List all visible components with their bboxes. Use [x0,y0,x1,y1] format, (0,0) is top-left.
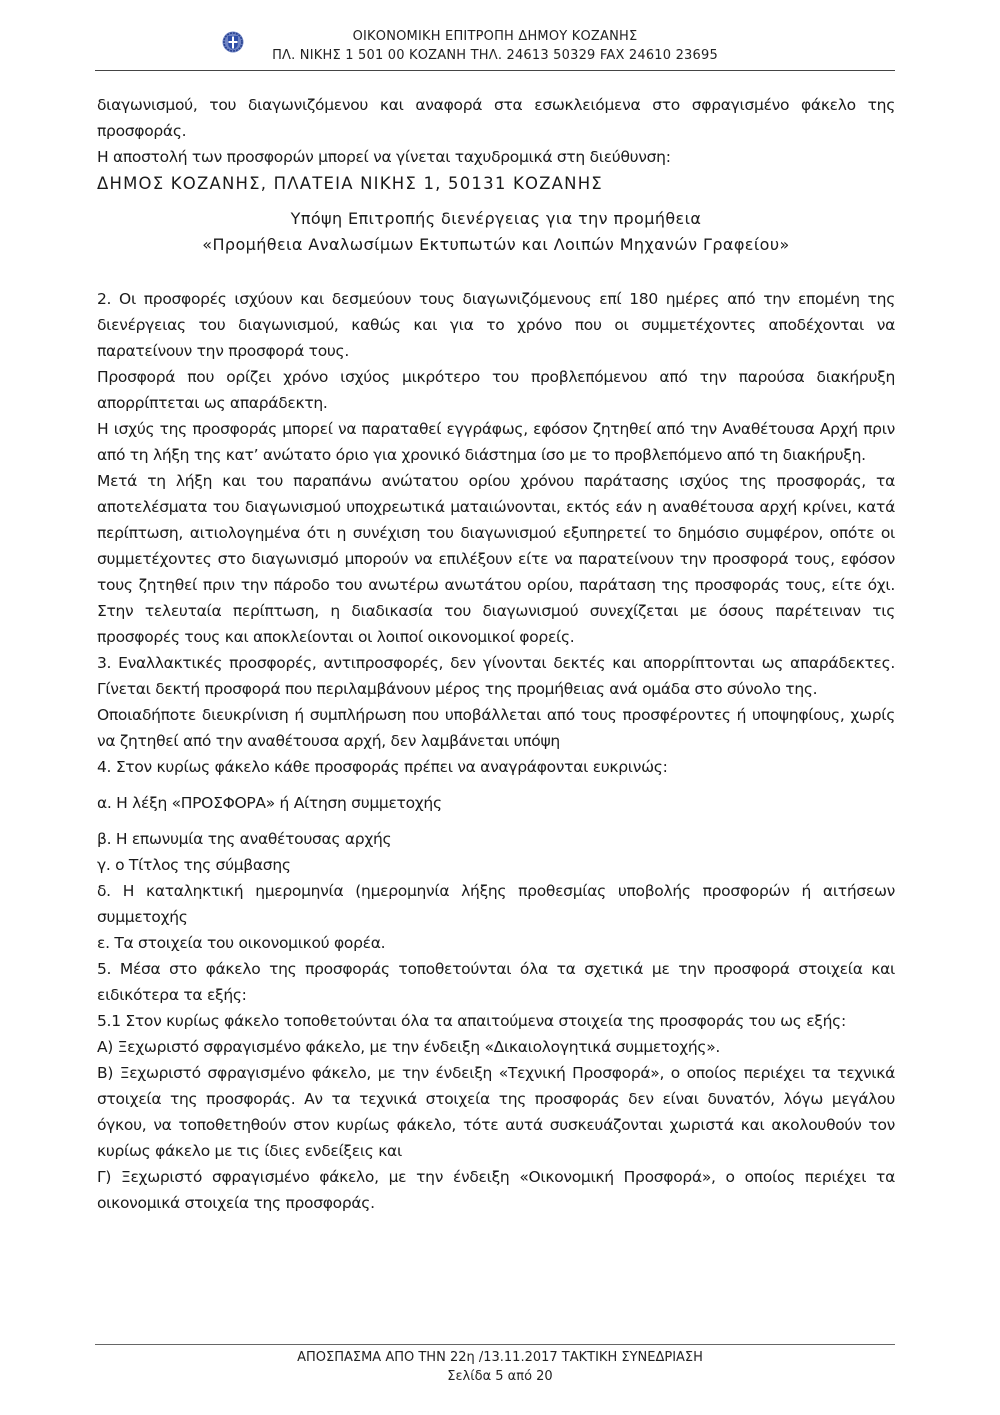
paragraph-send: Η αποστολή των προσφορών μπορεί να γίνεται ταχυδρομικά στη διεύθυνση: [97,148,671,166]
envelope-a-participation: Α) Ξεχωριστό σφραγισμένο φάκελο, με την ένδειξη «Δικαιολογητικά συμμετοχής». [97,1038,721,1056]
header-divider [95,70,895,71]
list-item-c: γ. ο Τίτλος της σύμβασης [97,856,291,874]
header-organization: ΟΙΚΟΝΟΜΙΚΗ ΕΠΙΤΡΟΠΗ ΔΗΜΟΥ ΚΟΖΑΝΗΣ [352,29,638,44]
section-5-contents: 5. Μέσα στο φάκελο της προσφοράς τοποθετούνται όλα τα σχετικά με την προσφορά στοιχεία και ειδικότερα τα εξής: [97,960,895,1004]
page-footer [0,1348,1000,1386]
section-2-validity: 2. Οι προσφορές ισχύουν και δεσμεύουν τους διαγωνιζόμενους επί 180 ημέρες από την επομένη της διενέργειας του διαγωνισμού, καθώς και για το χρόνο που οι συμμετέχοντες αποδέχονται να παρατείνουν την προσφορά τους. [97,290,895,360]
section-3-clarifications: Οποιαδήποτε διευκρίνιση ή συμπλήρωση που υποβάλλεται από τους προσφέροντες ή υποψηφίους, χωρίς να ζητηθεί από την αναθέτουσα αρχή, δεν λαμβάνεται υπόψη [97,706,895,750]
attention-line: Υπόψη Επιτροπής διενέργειας για την προμήθεια [290,209,702,228]
footer-divider [95,1344,895,1345]
page-number: Σελίδα 5 από 20 [447,1369,553,1384]
list-item-b: β. Η επωνυμία της αναθέτουσας αρχής [97,830,392,848]
section-4-envelope-marking: 4. Στον κυρίως φάκελο κάθε προσφοράς πρέπει να αναγράφονται ευκρινώς: [97,758,668,776]
envelope-b-technical: Β) Ξεχωριστό σφραγισμένο φάκελο, με την ένδειξη «Τεχνική Προσφορά», ο οποίος περιέχει τα τεχνικά στοιχεία της προσφοράς. Αν τα τεχνικά στοιχεία της προσφοράς δεν είναι δυνατόν, λόγω μεγάλου όγκου, να τοποθετηθούν στον κυρίως φάκελο, τότε αυτά συσκευάζονται χωριστά και ακολουθούν τον κυρίως φάκελο με τις ίδιες ενδείξεις και [97,1064,895,1160]
section-2-shorter-validity: Προσφορά που ορίζει χρόνο ισχύος μικρότερο του προβλεπόμενου από την παρούσα διακήρυξη απορρίπτεται ως απαράδεκτη. [97,368,895,412]
document-body [97,92,895,1216]
greek-coat-of-arms-icon [222,31,244,53]
envelope-c-financial: Γ) Ξεχωριστό σφραγισμένο φάκελο, με την ένδειξη «Οικονομική Προσφορά», ο οποίος περιέχει τα οικονομικά στοιχεία της προσφοράς. [97,1168,895,1212]
paragraph-intro: διαγωνισμού, του διαγωνιζόμενου και αναφορά στα εσωκλειόμενα στο σφραγισμένο φάκελο της προσφοράς. [97,96,895,140]
mailing-address: ΔΗΜΟΣ ΚΟΖΑΝΗΣ, ΠΛΑΤΕΙΑ ΝΙΚΗΣ 1, 50131 ΚΟΖΑΝΗΣ [97,174,603,193]
section-3-alternatives: 3. Εναλλακτικές προσφορές, αντιπροσφορές, δεν γίνονται δεκτές και απορρίπτονται ως απαράδεκτες. Γίνεται δεκτή προσφορά που περιλαμβάνουν μέρος της προμήθειας ανά ομάδα στο σύνολο της. [97,654,895,698]
procurement-title: «Προμήθεια Αναλωσίμων Εκτυπωτών και Λοιπών Μηχανών Γραφείου» [202,235,790,254]
footer-meeting-excerpt: ΑΠΟΣΠΑΣΜΑ ΑΠΟ ΤΗΝ 22η /13.11.2017 ΤΑΚΤΙΚΗ ΣΥΝΕΔΡΙΑΣΗ [297,1350,703,1365]
header-contact: ΠΛ. ΝΙΚΗΣ 1 501 00 ΚΟΖΑΝΗ ΤΗΛ. 24613 50329 FAX 24610 23695 [272,48,718,63]
list-item-a: α. Η λέξη «ΠΡΟΣΦΟΡΑ» ή Αίτηση συμμετοχής [97,794,442,812]
section-2-extension: Η ισχύς της προσφοράς μπορεί να παραταθεί εγγράφως, εφόσον ζητηθεί από την Αναθέτουσα Αρχή πριν από τη λήξη της κατ’ ανώτατο όριο για χρονικό διάστημα ίσο με το προβλεπόμενο από τη διακήρυξη. [97,420,895,464]
list-item-d: δ. Η καταληκτική ημερομηνία (ημερομηνία λήξης προθεσμίας υποβολής προσφορών ή αιτήσεων συμμετοχής [97,882,895,926]
section-5-1-main-envelope: 5.1 Στον κυρίως φάκελο τοποθετούνται όλα τα απαιτούμενα στοιχεία της προσφοράς του ως εξής: [97,1012,846,1030]
list-item-e: ε. Τα στοιχεία του οικονομικού φορέα. [97,934,386,952]
section-2-expiry: Μετά τη λήξη και του παραπάνω ανώτατου ορίου χρόνου παράτασης ισχύος της προσφοράς, τα αποτελέσματα του διαγωνισμού υποχρεωτικά ματαιώνονται, εκτός εάν η αναθέτουσα αρχή κρίνει, κατά περίπτωση, αιτιολογημένα ότι η συνέχιση του διαγωνισμού εξυπηρετεί το δημόσιο συμφέρον, οπότε οι συμμετέχοντες στο διαγωνισμό μπορούν να επιλέξουν είτε να παρατείνουν την προσφορά τους, εφόσον τους ζητηθεί πριν την πάροδο του ανωτέρω ανωτάτου ορίου, παράταση της προσφοράς τους, είτε όχι. Στην τελευταία περίπτωση, η διαδικασία του διαγωνισμού συνεχίζεται με όσους παρέτειναν τις προσφορές τους και αποκλείονται οι λοιποί οικονομικοί φορείς. [97,472,895,646]
page-header [0,0,1000,72]
